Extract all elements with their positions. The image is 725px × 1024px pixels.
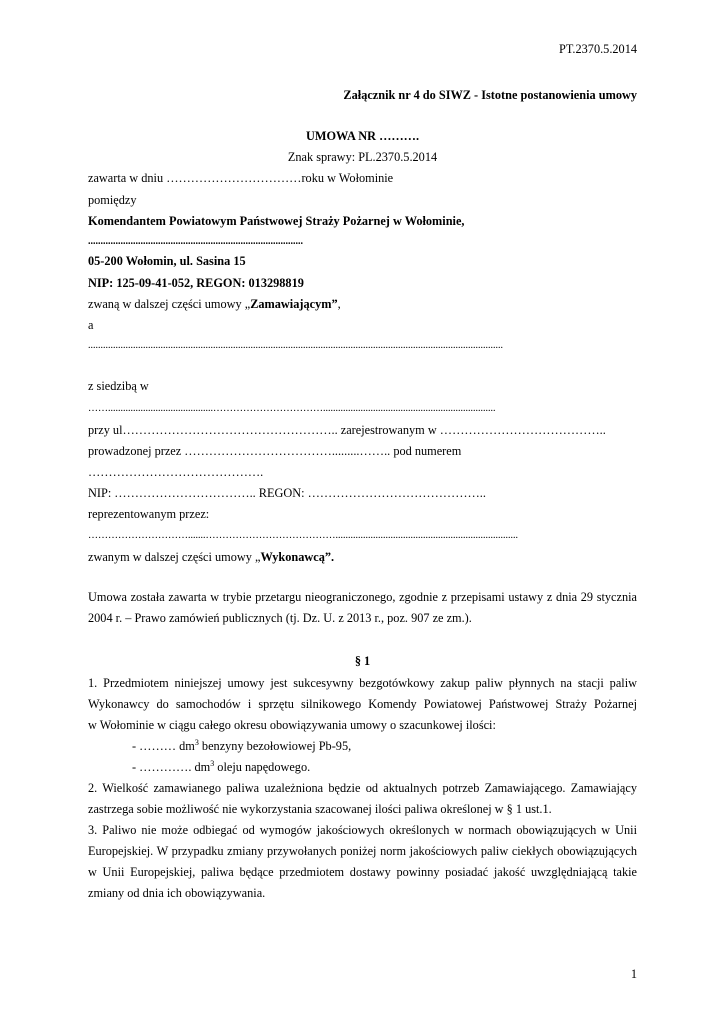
section-1-para-2-line-1: 2. Wielkość zamawianego paliwa uzależniona będzie od aktualnych potrzeb Zamawiającego. Zamawiający [88,781,637,795]
section-1-para-3-line-3: w Unii Europejskiej, paliwa będące przedmiotem dostawy powinny posiadać jakość uwzględniającą takie [88,865,637,879]
section-1-para-1-line-1: 1. Przedmiotem niniejszej umowy jest sukcesywny bezgotówkowy zakup paliw płynnych na stacji paliw [88,676,637,690]
party1-name: Komendantem Powiatowym Państwowej Straży Pożarnej w Wołominie, [88,214,465,228]
represented-dotted-line: ………………………….......…………………………………......................................................................... [88,530,518,541]
party1-tax-ids: NIP: 125-09-41-052, REGON: 013298819 [88,276,304,290]
section-1-para-3-line-2: Europejskiej. W przypadku zmiany przywołanych poniżej norm jakościowych paliw ciekłych obowiązujących [88,844,637,858]
managed-by-line: prowadzonej przez ……………………………….........…….. pod numerem [88,444,462,458]
fuel-item-diesel-unit-sup: 3 [210,759,215,768]
party2-tax-ids-line: NIP: …………………………….. REGON: …………………………………….. [88,486,486,500]
contract-date-line: zawarta w dniu ……………………………roku w Wołominie [88,171,394,185]
intro-line-2: 2004 r. – Prawo zamówień publicznych (tj. Dz. U. z 2013 r., poz. 907 ze zm.). [88,611,472,625]
fuel-item-diesel [132,759,310,775]
party1-role-prefix: zwaną w dalszej części umowy „ [88,297,251,311]
case-reference: Znak sprawy: PL.2370.5.2014 [287,150,438,164]
party2-dotted-line: ...................................................................................................................................................................... [88,340,503,351]
fuel-item-petrol-unit-sup: 3 [194,738,199,747]
party1-address: 05-200 Wołomin, ul. Sasina 15 [88,254,246,268]
contract-title: UMOWA NR ………. [305,129,420,143]
party2-role-prefix: zwanym w dalszej części umowy „ [88,550,261,564]
intro-line-1: Umowa została zawarta w trybie przetargu nieograniczonego, zgodnie z przepisami ustawy z dnia 29 stycznia [88,590,637,604]
fuel-item-petrol-desc: benzyny bezołowiowej Pb-95, [198,739,352,753]
party1-role-line [88,296,341,312]
party2-role-line [88,549,334,565]
section-1-para-1-line-2: Wykonawcy do samochodów i sprzętu silnikowego Komendy Powiatowej Państwowej Straży Pożarnej [88,697,637,711]
seat-dotted-line: ……..........................................……………………………..................................................................... [88,403,496,414]
document-reference: PT.2370.5.2014 [559,42,637,56]
party1-role-suffix: , [337,297,341,311]
fuel-item-petrol-qty: - ……… dm [132,739,195,753]
street-line: przy ul…………………………………………….. zarejestrowanym w ………………………………….. [88,423,606,437]
fuel-item-diesel-desc: oleju napędowego. [214,760,311,774]
section-1-para-3-line-1: 3. Paliwo nie może odbiegać od wymogów jakościowych określonych w normach obowiązujących w Unii [88,823,637,837]
section-1-para-3-line-4: zmiany od dnia ich obowiązywania. [88,886,266,900]
section-1-para-1-line-3: w Wołominie w ciągu całego okresu obowiązywania umowy o szacunkowej ilości: [88,718,496,732]
register-number-dots: ……………………………………. [88,465,264,479]
fuel-item-petrol [132,738,351,754]
seat-label: z siedzibą w [88,379,149,393]
fuel-item-diesel-qty: - …………. dm [132,760,211,774]
party2-role: Wykonawcą”. [260,550,335,564]
and-label: a [88,318,94,332]
represented-label: reprezentowanym przez: [88,507,210,521]
section-1-para-2-line-2: zastrzega sobie możliwość nie wykorzystania szacowanej ilości paliwa określonej w § 1 ust.1. [88,802,552,816]
page-number: 1 [630,967,637,981]
party1-role: Zamawiającym” [250,297,338,311]
party1-dotted-line: ...................................................................................... [88,236,303,247]
attachment-title: Załącznik nr 4 do SIWZ - Istotne postanowienia umowy [343,88,637,102]
section-1-heading: § 1 [354,654,371,668]
between-label: pomiędzy [88,193,137,207]
